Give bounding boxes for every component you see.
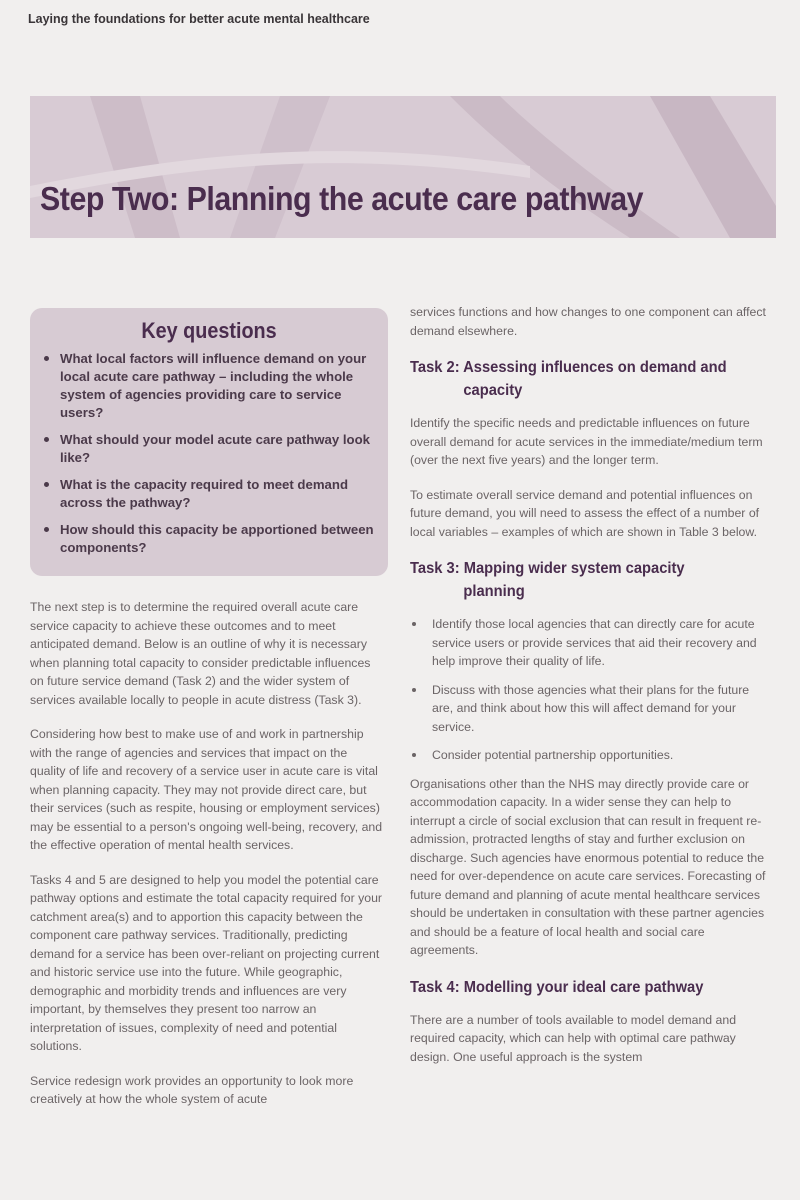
task-3-heading [410,557,743,603]
bullet-item: Consider potential partnership opportunities. [410,746,772,765]
bullet-item: Identify those local agencies that can directly care for acute service users or provide services that aid their recovery and help improve their quality of life. [410,615,772,671]
body-paragraph: The next step is to determine the required overall acute care service capacity to achieve these outcomes and to meet anticipated demand. Below is an outline of why it is necessary when planning total capacity to consider predictable influences on future service demand (Task 2) and the wider system of services available locally to people in acute distress (Task 3). [30,600,371,707]
task-4-heading: Task 4: Modelling your ideal care pathway [410,978,704,996]
key-question-item: How should this capacity be apportioned between components? [42,521,382,557]
key-questions-list [42,350,382,566]
left-column [30,598,385,1125]
page-title: Step Two: Planning the acute care pathway [40,180,644,217]
body-paragraph: Organisations other than the NHS may directly provide care or accommodation capacity. In a wider sense they can help to interrupt a circle of social exclusion that can result in frequent re-admission, protracted lengths of stay and further exclusion on discharge. Such agencies have enormous potential to reduce the need for over-dependence on acute care services. Forecasting of future demand and planning of acute mental healthcare services should be undertaken in consultation with these partner agencies and should be a feature of local health and social care agreements. [410,776,766,957]
key-question-item: What local factors will influence demand on your local acute care pathway – including the whole system of agencies providing care to service users? [42,350,382,422]
title-banner [30,96,776,238]
body-paragraph: Service redesign work provides an opportunity to look more creatively at how the whole system of acute [30,1073,354,1106]
body-paragraph: Identify the specific needs and predictable influences on future overall demand for acute services in the immediate/medium term (over the next five years) and the longer term. [410,416,763,467]
body-paragraph: To estimate overall service demand and potential influences on future demand, you will need to assess the effect of a number of local variables – examples of which are shown in Table 3 below. [410,487,760,539]
task-2-heading-line2: capacity [463,382,523,399]
task-3-heading-line1: Task 3: Mapping wider system capacity [410,560,685,577]
task-2-heading [410,356,743,402]
key-questions-box [30,308,388,576]
right-column [410,303,772,1082]
body-paragraph: Considering how best to make use of and work in partnership with the range of agencies and services that impact on the quality of life and recovery of a service user in acute care is vital when planning capacity. They may not provide direct care, but their services (such as respite, housing or employment services) may be essential to a person's ongoing well-being, recovery, and the effective operation of mental health services. [30,727,383,852]
bullet-item: Discuss with those agencies what their plans for the future are, and think about how this will affect demand for your service. [410,681,772,737]
body-paragraph: Tasks 4 and 5 are designed to help you model the potential care pathway options and estimate the total capacity required for your catchment area(s) and to apportion this capacity between the component care pathway services. Traditionally, predicting demand for a service has been over-reliant on projecting current and historic service use into the future. While geographic, demographic and morbidity trends and influences are very important, by themselves they present too narrow an interpretation of issues, complexity of need and potential solutions. [30,872,383,1053]
running-head: Laying the foundations for better acute mental healthcare [28,12,370,26]
body-paragraph: There are a number of tools available to model demand and required capacity, which can help with optimal care pathway design. One useful approach is the system [410,1012,737,1064]
key-question-item: What should your model acute care pathway look like? [42,431,382,467]
task-3-bullets [410,615,772,765]
key-questions-title: Key questions [141,318,277,343]
body-paragraph: services functions and how changes to one component can affect demand elsewhere. [410,305,766,338]
task-2-heading-line1: Task 2: Assessing influences on demand and [410,359,727,376]
task-3-heading-line2: planning [463,583,525,600]
key-question-item: What is the capacity required to meet demand across the pathway? [42,476,382,512]
